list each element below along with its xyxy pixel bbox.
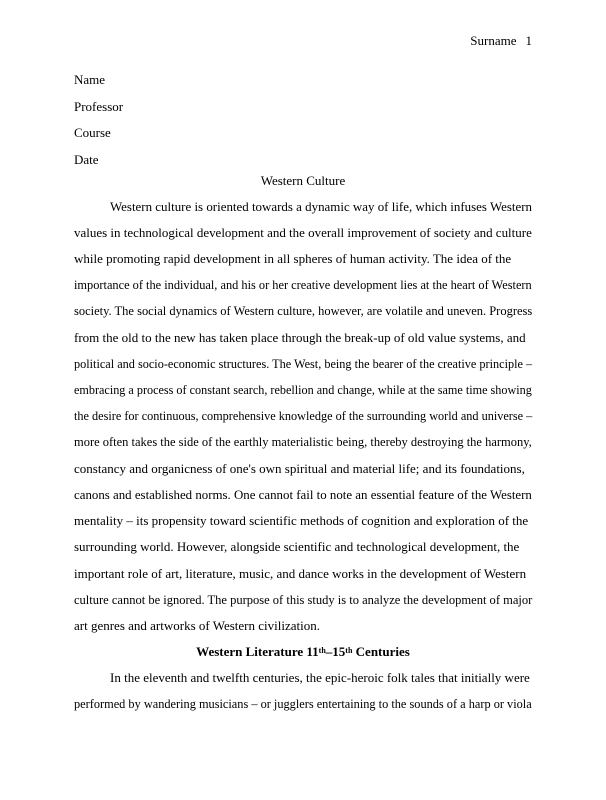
paragraph-line: art genres and artworks of Western civilization. — [74, 618, 320, 633]
paragraph-line: canons and established norms. One cannot fail to note an essential feature of the Western — [74, 487, 532, 502]
heading-course: Course — [74, 125, 111, 140]
paragraph-line: importance of the individual, and his or her creative development lies at the heart of Western — [74, 277, 532, 292]
paragraph-line: society. The social dynamics of Western culture, however, are volatile and uneven. Progress — [74, 303, 533, 318]
paragraph-line: mentality – its propensity toward scientific methods of cognition and exploration of the — [74, 513, 529, 528]
paragraph-line: constancy and organicness of one's own spiritual and material life; and its foundations, — [74, 461, 525, 476]
section-heading-text: –15 — [325, 644, 346, 659]
page-number: 1 — [525, 33, 532, 48]
paragraph-line: political and socio-economic structures. The West, being the bearer of the creative principle – — [74, 356, 533, 371]
paragraph-line: In the eleventh and twelfth centuries, the epic-heroic folk tales that initially were — [110, 670, 530, 685]
heading-professor: Professor — [74, 98, 124, 114]
paragraph-line: Western culture is oriented towards a dynamic way of life, which infuses Western — [110, 199, 533, 214]
section-heading-text: Western Literature 11 — [196, 644, 319, 659]
section-heading — [0, 644, 606, 660]
heading-date: Date — [74, 151, 99, 167]
heading-name: Name — [74, 72, 106, 87]
superscript: th — [345, 646, 353, 655]
superscript: th — [318, 646, 326, 655]
document-title: Western Culture — [260, 173, 346, 188]
paragraph-line: surrounding world. However, alongside scientific and technological development, the — [74, 539, 520, 554]
paragraph-line: from the old to the new has taken place through the break-up of old value systems, and — [74, 330, 526, 345]
paragraph-line: important role of art, literature, music, and dance works in the development of Western — [74, 566, 527, 581]
paragraph-line: embracing a process of constant search, rebellion and change, while at the same time showing — [74, 382, 532, 397]
paragraph-line: performed by wandering musicians – or jugglers entertaining to the sounds of a harp or viola — [74, 696, 532, 711]
paragraph-line: values in technological development and the overall improvement of society and culture — [74, 225, 532, 240]
header-surname: Surname — [470, 33, 517, 48]
section-heading-text: Centuries — [352, 644, 410, 659]
running-header — [470, 33, 532, 49]
paragraph-line: while promoting rapid development in all spheres of human activity. The idea of the — [74, 251, 512, 266]
paragraph-line: the desire for continuous, comprehensive knowledge of the surrounding world and universe – — [74, 408, 533, 423]
paragraph-line: more often takes the side of the earthly materialistic being, thereby destroying the harmony, — [74, 434, 532, 449]
student-heading-block — [74, 67, 123, 173]
paragraph-line: culture cannot be ignored. The purpose of this study is to analyze the development of major — [74, 592, 533, 607]
